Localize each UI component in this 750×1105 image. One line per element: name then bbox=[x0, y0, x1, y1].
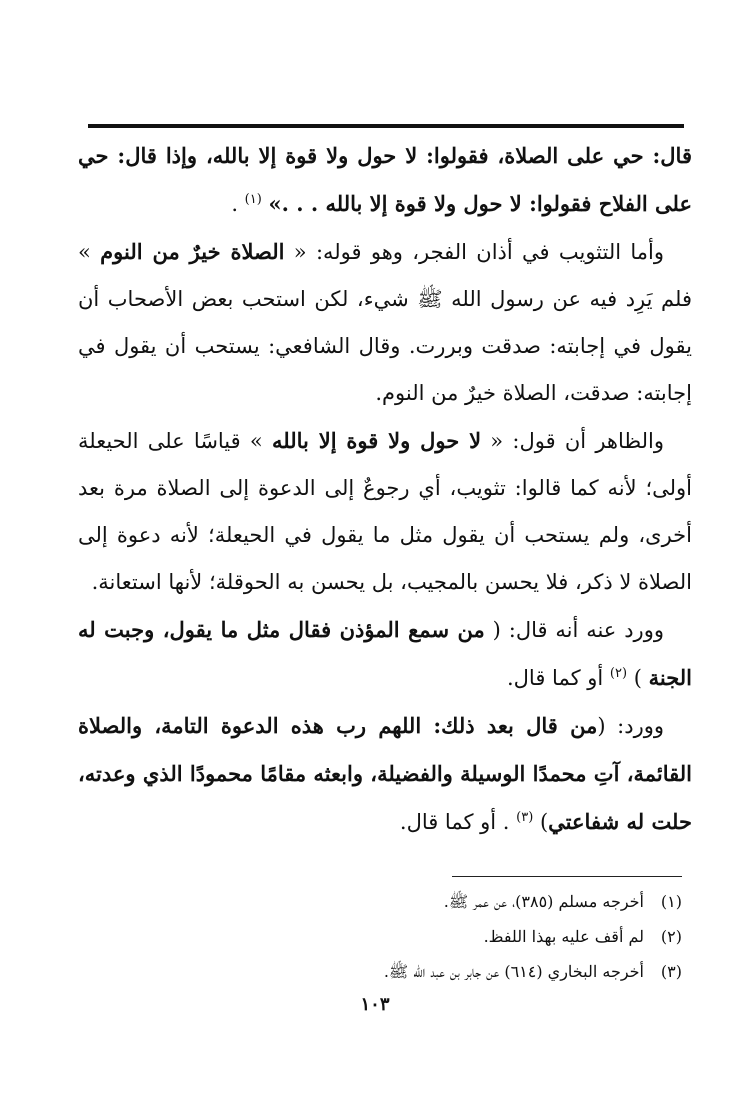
text-segment: وورد: ( bbox=[597, 714, 664, 738]
quoted-text: من سمع المؤذن فقال مثل ما يقول، وجبت له الجنة bbox=[78, 617, 692, 690]
footnotes bbox=[110, 884, 682, 989]
text-segment: » فلم يَرِد فيه عن رسول الله ﷺ شيء، لكن استحب بعض الأصحاب أن يقول في إجابته: صدقت وبررت. وقال الشافعي: يستحب أن يقول في إجابته: صدقت، الصلاة خيرٌ من النوم. bbox=[78, 240, 692, 405]
footnote-text: أخرجه مسلم (٣٨٥)، عن عمر ﷺ. bbox=[443, 892, 644, 911]
text-segment: ) bbox=[627, 666, 649, 690]
text-segment: » قياسًا على الحيعلة أولى؛ لأنه كما قالوا: تثويب، أي رجوعٌ إلى الدعوة إلى الصلاة مرة بعد أخرى، ولم يستحب أن يقول مثل ما يقول في الحيعلة؛ لأنه دعوة إلى الصلاة لا ذكر، فلا يحسن بالمجيب، بل يحسن به الحوقلة؛ لأنها استعانة. bbox=[78, 429, 692, 594]
main-text bbox=[78, 132, 692, 846]
footnote-text: أخرجه البخاري (٦١٤) عن جابر بن عبد الله ﷺ. bbox=[383, 962, 644, 981]
quoted-text: لا حول ولا قوة إلا بالله bbox=[272, 428, 482, 453]
footnote-reference: (١) bbox=[244, 192, 262, 207]
quoted-text: الصلاة خيرٌ من النوم bbox=[100, 239, 285, 264]
paragraph bbox=[78, 228, 692, 417]
paragraph bbox=[78, 606, 692, 702]
text-segment: وأما التثويب في أذان الفجر، وهو قوله: « bbox=[284, 240, 664, 264]
text-segment: والظاهر أن قول: « bbox=[481, 429, 664, 453]
footnote-number: (١) bbox=[660, 892, 682, 911]
text-segment: . أو كما قال. bbox=[399, 810, 517, 834]
footnote-separator bbox=[452, 876, 682, 877]
text-segment: ) bbox=[533, 810, 549, 834]
quoted-text: قال: حي على الصلاة، فقولوا: لا حول ولا قوة إلا بالله، وإذا قال: حي على الفلاح فقولوا: لا حول ولا قوة إلا بالله . . .» bbox=[78, 143, 692, 216]
quoted-text: من قال بعد ذلك: اللهم رب هذه الدعوة التامة، والصلاة القائمة، آتِ محمدًا الوسيلة والفضيلة، وابعثه مقامًا محمودًا الذي وعدته، حلت له شفاعتي bbox=[78, 713, 692, 834]
footnote bbox=[110, 919, 682, 954]
footnote-number: (٢) bbox=[660, 927, 682, 946]
header-rule bbox=[88, 124, 684, 128]
footnote bbox=[110, 954, 682, 989]
footnote bbox=[110, 884, 682, 919]
footnote-number: (٣) bbox=[660, 962, 682, 981]
page-number: ١٠٣ bbox=[360, 994, 390, 1015]
footnote-reference: (٣) bbox=[516, 810, 534, 825]
text-segment: . bbox=[231, 192, 245, 216]
paragraph bbox=[78, 417, 692, 606]
text-segment: وورد عنه أنه قال: ( bbox=[484, 618, 664, 642]
text-segment: أو كما قال. bbox=[507, 666, 610, 690]
text-segment bbox=[262, 192, 269, 216]
paragraph bbox=[78, 702, 692, 846]
footnote-text: لم أقف عليه بهذا اللفظ. bbox=[483, 927, 644, 946]
footnote-reference: (٢) bbox=[609, 666, 628, 681]
paragraph bbox=[78, 132, 692, 228]
